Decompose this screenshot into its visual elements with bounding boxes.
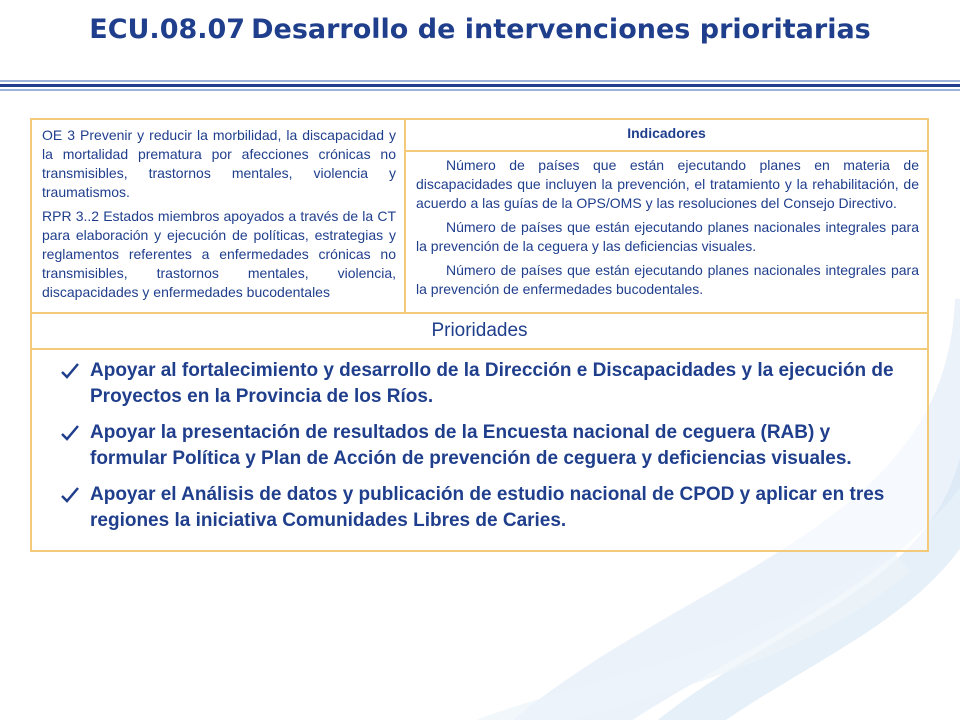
indicator-item: Número de países que están ejecutando planes en materia de discapacidades que incluyen la prevención, el tratamiento y la rehabilitación, de acuerdo a las guías de la OPS/OMS y las resoluciones del Consejo Directivo. — [416, 157, 919, 211]
intervention-table — [30, 118, 929, 552]
check-icon — [60, 485, 80, 505]
check-icon — [60, 361, 80, 381]
priorities-header: Prioridades — [31, 313, 928, 349]
priority-text: Apoyar la presentación de resultados de la Encuesta nacional de ceguera (RAB) y formular Política y Plan de Acción de prevención de ceguera y deficiencias visuales. — [90, 422, 852, 469]
priority-item — [60, 420, 907, 472]
priority-item — [60, 482, 907, 534]
objective-cell — [31, 119, 405, 313]
priorities-list — [60, 358, 907, 534]
indicator-item: Número de países que están ejecutando planes nacionales integrales para la prevención de enfermedades bucodentales. — [416, 262, 919, 297]
objective-text: OE 3 Prevenir y reducir la morbilidad, la discapacidad y la mortalidad prematura por afecciones crónicas no transmisibles, trastornos mentales, violencia y traumatismos. — [42, 127, 396, 200]
indicators-header: Indicadores — [405, 119, 928, 151]
priority-text: Apoyar el Análisis de datos y publicación de estudio nacional de CPOD y aplicar en tres regiones la iniciativa Comunidades Libres de Caries. — [90, 484, 885, 531]
indicators-cell — [405, 151, 928, 313]
priority-item — [60, 358, 907, 410]
title-code: ECU.08.07 — [89, 14, 246, 45]
title-divider — [0, 80, 960, 94]
page-title — [0, 14, 960, 45]
priority-text: Apoyar al fortalecimiento y desarrollo de la Dirección e Discapacidades y la ejecución de Proyectos en la Provincia de los Ríos. — [90, 360, 894, 407]
check-icon — [60, 423, 80, 443]
priorities-cell — [31, 349, 928, 551]
title-text: Desarrollo de intervenciones prioritarias — [251, 14, 871, 45]
indicator-item: Número de países que están ejecutando planes nacionales integrales para la prevención de la ceguera y las deficiencias visuales. — [416, 219, 919, 254]
expected-result-text: RPR 3..2 Estados miembros apoyados a través de la CT para elaboración y ejecución de políticas, estrategias y reglamentos referentes a enfermedades crónicas no transmisibles, trastornos mentales, violencia, discapacidades y enfermedades bucodentales — [42, 208, 396, 300]
